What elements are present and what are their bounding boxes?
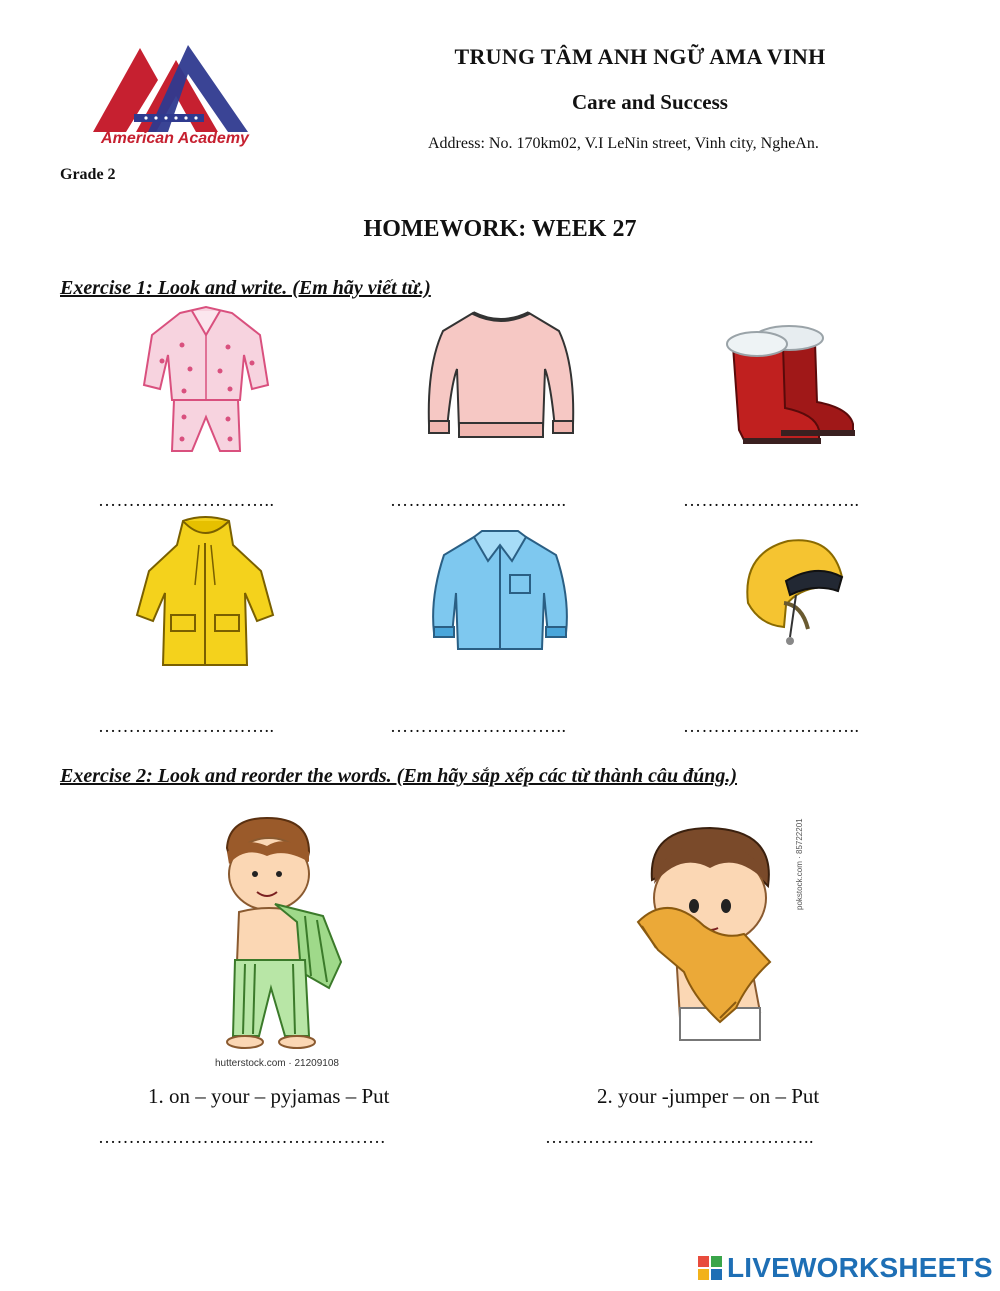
page-title: HOMEWORK: WEEK 27: [363, 216, 637, 242]
raincoat-icon: [133, 515, 278, 675]
motto: Care and Success: [572, 90, 728, 114]
answer-sentence-1[interactable]: ………………….…………………….: [98, 1127, 386, 1147]
exercise-2-title: Exercise 2: Look and reorder the words. (Em hãy sắp xếp các từ thành câu đúng.): [60, 765, 738, 787]
sentence-2: 2. your -jumper – on – Put: [597, 1084, 820, 1108]
answer-line-5[interactable]: ………………………..: [390, 716, 567, 736]
sentence-1: 1. on – your – pyjamas – Put: [148, 1084, 390, 1108]
watermark-right: pokstock.com · 85722201: [795, 818, 804, 910]
shirt-icon: [428, 527, 573, 657]
liveworksheets-logo-icon: [698, 1256, 723, 1281]
logo-text: American Academy: [101, 130, 249, 147]
answer-line-2[interactable]: ………………………..: [390, 490, 567, 510]
answer-line-3[interactable]: ………………………..: [683, 490, 860, 510]
grade-label: Grade 2: [60, 166, 116, 183]
boots-icon: [725, 312, 860, 447]
answer-line-4[interactable]: ………………………..: [98, 716, 275, 736]
liveworksheets-brand[interactable]: LIVEWORKSHEETS: [727, 1252, 993, 1283]
answer-line-6[interactable]: ………………………..: [683, 716, 860, 736]
center-name: TRUNG TÂM ANH NGỮ AMA VINH: [454, 44, 826, 69]
answer-line-1[interactable]: ………………………..: [98, 490, 275, 510]
jumper-icon: [423, 305, 578, 445]
watermark-left: hutterstock.com · 21209108: [215, 1058, 339, 1069]
exercise-1-title: Exercise 1: Look and write. (Em hãy viết từ.): [60, 277, 431, 299]
boy-pyjamas-icon: [205, 812, 355, 1057]
answer-sentence-2[interactable]: ……………………………………..: [545, 1127, 814, 1147]
address: Address: No. 170km02, V.I LeNin street, Vinh city, NgheAn.: [428, 135, 819, 152]
boy-jumper-icon: [628, 822, 788, 1052]
helmet-icon: [738, 533, 848, 648]
pyjamas-icon: [140, 305, 272, 455]
